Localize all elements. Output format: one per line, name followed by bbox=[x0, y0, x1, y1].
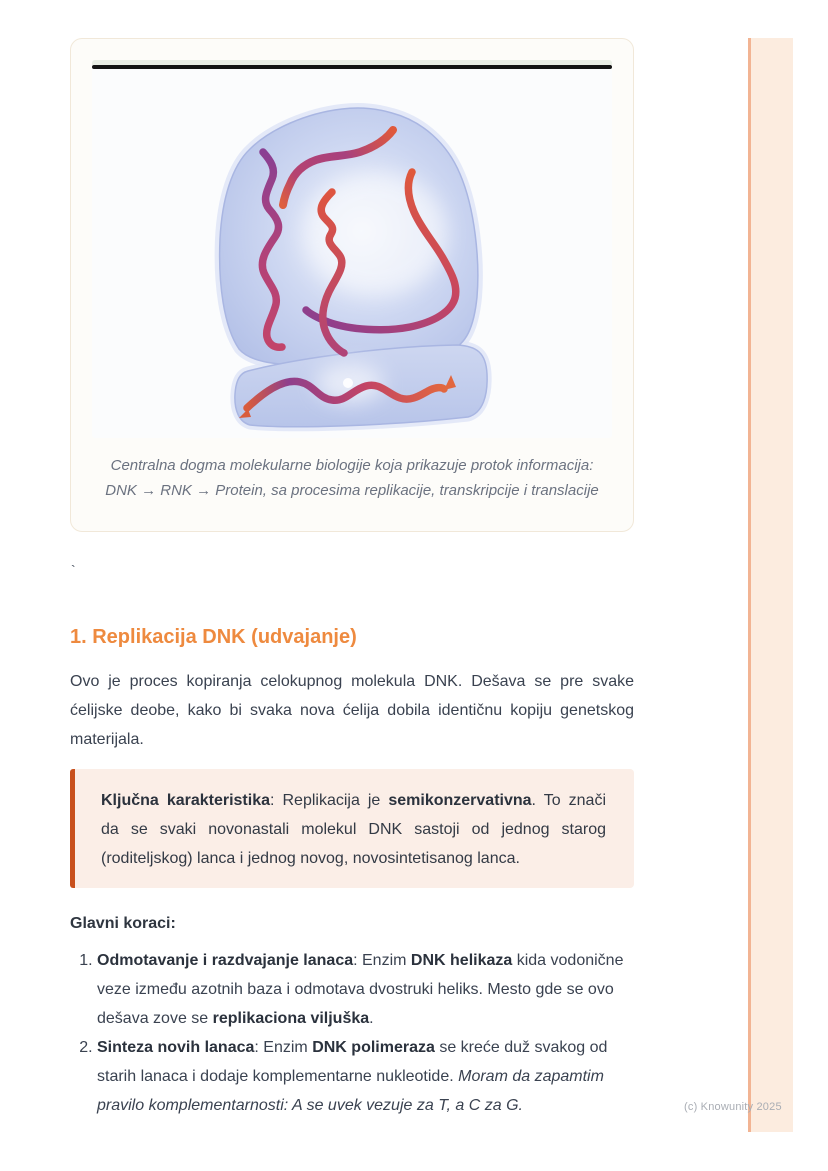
page-edge-accent-bar bbox=[748, 38, 793, 1132]
watermark: (c) Knowunity 2025 bbox=[684, 1101, 782, 1113]
step-item: 1. Odmotavanje i razdvajanje lanaca: Enzim DNK helikaza kida vodonične veze između azotnih baza i odmotava dvostruki heliks. Mesto gde se ovo dešava zove se replikaciona viljuška. bbox=[97, 946, 634, 1033]
key-characteristic-callout: Ključna karakteristika: Replikacija je semikonzervativna. To znači da se svaki novonastali molekul DNK sastoji od jednog starog (roditeljskog) lanca i jednog novog, novosintetisanog lanca. bbox=[70, 769, 634, 888]
intro-paragraph: Ovo je proces kopiranja celokupnog molekula DNK. Dešava se pre svake ćelijske deobe, kako bi svaka nova ćelija dobila identičnu kopiju genetskog materijala. bbox=[70, 673, 634, 748]
dna-rna-protein-illustration bbox=[92, 69, 612, 438]
step-item: 2. Sinteza novih lanaca: Enzim DNK polimeraza se kreće duž svakog od starih lanaca i dodaje komplementarne nukleotide. Moram da zapamtim pravilo komplementarnosti: A se uvek vezuje za T, a C za G. bbox=[97, 1033, 634, 1120]
figure-card bbox=[70, 38, 634, 532]
figure-caption bbox=[92, 453, 612, 503]
section-heading: 1. Replikacija DNK (udvajanje) bbox=[70, 626, 357, 648]
steps-label: Glavni koraci: bbox=[70, 915, 176, 932]
figure-caption-line2: DNK → RNK → Protein, sa procesima replikacije, transkripcije i translacije bbox=[105, 482, 599, 499]
stray-backtick: ` bbox=[71, 562, 76, 578]
figure-caption-line1: Centralna dogma molekularne biologije koja prikazuje protok informacija: bbox=[110, 457, 594, 474]
figure-image bbox=[92, 60, 612, 438]
steps-list bbox=[70, 946, 634, 1120]
